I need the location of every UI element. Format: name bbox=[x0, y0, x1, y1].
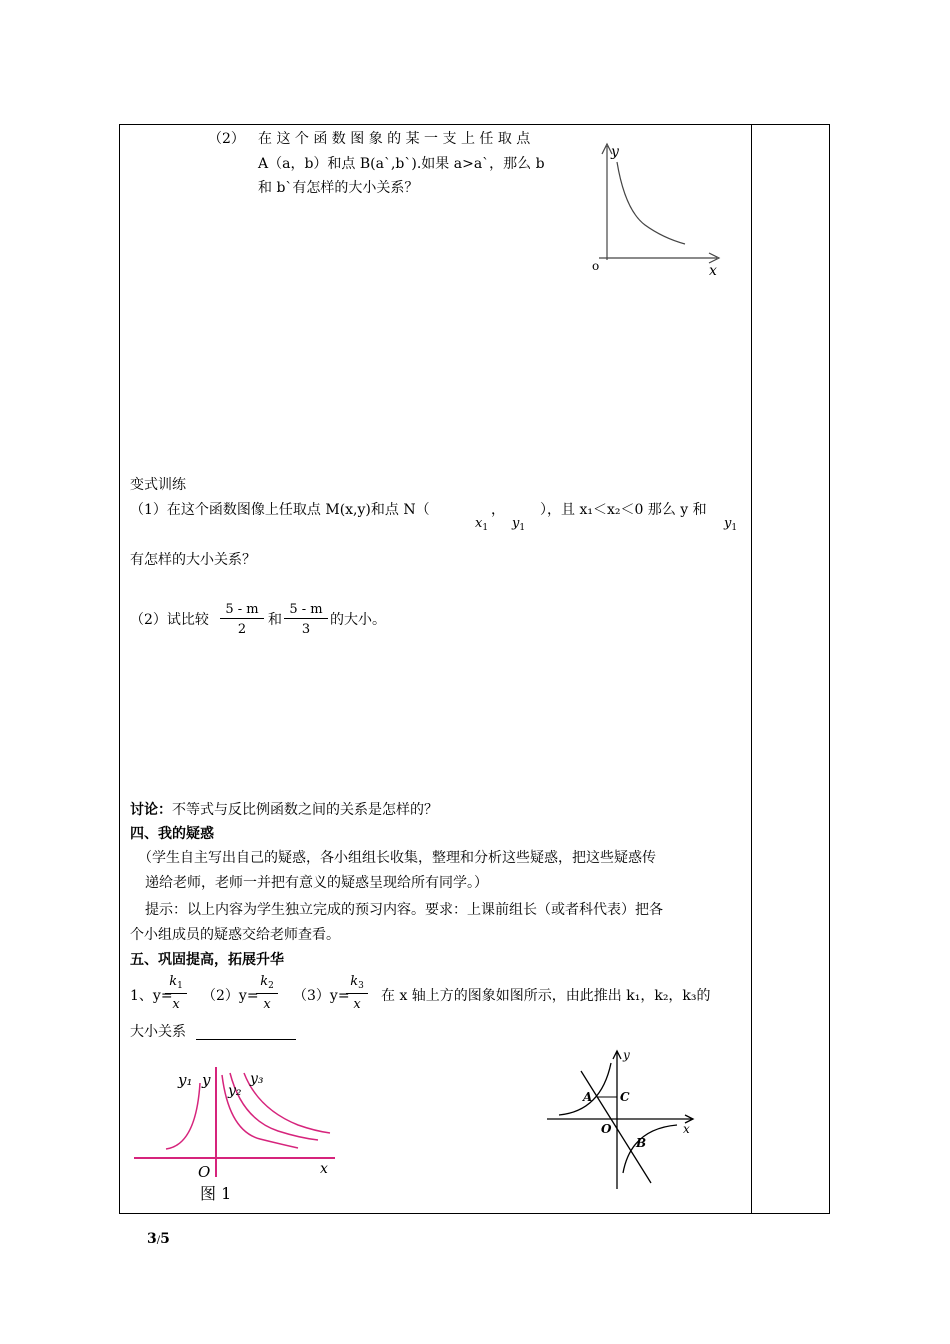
discussion-label: 讨论： bbox=[130, 802, 172, 818]
graph3-x-label: x bbox=[683, 1122, 690, 1136]
graph3-point-b: B bbox=[636, 1136, 647, 1150]
page-number: 3/5 bbox=[147, 1231, 170, 1247]
graph2-label-y2: y₂ bbox=[228, 1083, 242, 1099]
graph3-point-a: A bbox=[583, 1090, 593, 1104]
variant-x1: $x_1$ bbox=[475, 516, 489, 533]
variant-y1: $y_1$ bbox=[512, 516, 526, 533]
discussion-line bbox=[130, 803, 438, 817]
section5-item1-prefix: 1、y= bbox=[130, 988, 173, 1004]
variant-q1-comma: ， bbox=[491, 502, 505, 518]
graph-three-hyperbolas bbox=[130, 1065, 345, 1205]
variant-title: 变式训练 bbox=[130, 477, 186, 493]
section4-p1-line1: （学生自主写出自己的疑惑，各小组组长收集，整理和分析这些疑惑，把这些疑惑传 bbox=[138, 850, 656, 866]
section4-title: 四、我的疑惑 bbox=[130, 826, 214, 842]
variant-q2-mid: 和 bbox=[268, 612, 282, 628]
section4-p1-line2: 递给老师，老师一并把有意义的疑惑呈现给所有同学。） bbox=[145, 875, 488, 891]
fraction-k1-over-x: $\frac{k_1}{x}$ bbox=[165, 975, 187, 1011]
variant-q2-prefix: （2）试比较 bbox=[130, 612, 209, 628]
graph2-label-y: y bbox=[202, 1071, 211, 1089]
variant-y1-end: $y_1$ bbox=[724, 516, 738, 533]
column-divider bbox=[751, 124, 752, 1214]
answer-blank bbox=[196, 1039, 296, 1040]
graph3-origin: O bbox=[601, 1122, 612, 1136]
q2-line2: A（a，b）和点 B(a`,b`).如果 a>a`，那么 b bbox=[258, 156, 545, 172]
variant-q1-part-b: ），且 x₁＜x₂＜0 那么 y 和 bbox=[540, 502, 707, 518]
graph2-origin: O bbox=[198, 1163, 211, 1181]
section4-p2-line2: 个小组成员的疑惑交给老师查看。 bbox=[130, 927, 340, 943]
fraction-k3-over-x: $\frac{k_3}{x}$ bbox=[346, 975, 368, 1011]
graph3-y-label: y bbox=[623, 1048, 630, 1062]
variant-q2-suffix: 的大小。 bbox=[330, 612, 386, 628]
graph2-label-y1: y₁ bbox=[178, 1071, 193, 1089]
graph2-caption: 图 1 bbox=[200, 1184, 232, 1203]
section5-item-text: 在 x 轴上方的图象如图所示，由此推出 k₁，k₂，k₃的 bbox=[381, 988, 711, 1004]
q2-line1: 在 这 个 函 数 图 象 的 某 一 支 上 任 取 点 bbox=[258, 131, 531, 147]
section4-p2-line1: 提示：以上内容为学生独立完成的预习内容。要求：上课前组长（或者科代表）把各 bbox=[145, 902, 663, 918]
graph1-x-label: x bbox=[709, 263, 717, 279]
fraction-5-m-over-2: $\frac{5 - m}{2}$ bbox=[220, 603, 264, 636]
graph2-x-label: x bbox=[320, 1161, 328, 1177]
section5-title: 五、巩固提高，拓展升华 bbox=[130, 952, 284, 968]
fraction-5-m-over-3: $\frac{5 - m}{3}$ bbox=[284, 603, 328, 636]
variant-q1-line2: 有怎样的大小关系？ bbox=[130, 552, 256, 568]
section5-item2-prefix: （2）y= bbox=[202, 988, 259, 1004]
graph1-y-label: y bbox=[611, 144, 619, 160]
graph1-origin-label: o bbox=[592, 259, 600, 273]
variant-q1-part-a: （1）在这个函数图像上任取点 M(x,y)和点 N（ bbox=[130, 502, 430, 518]
discussion-text: 不等式与反比例函数之间的关系是怎样的？ bbox=[172, 802, 438, 818]
content-frame bbox=[119, 124, 830, 1214]
section5-line2: 大小关系 bbox=[130, 1024, 186, 1040]
graph-hyperbola-quadrant1 bbox=[585, 138, 730, 283]
q2-line3: 和 b`有怎样的大小关系？ bbox=[258, 180, 419, 196]
graph2-label-y3: y₃ bbox=[250, 1071, 264, 1087]
fraction-k2-over-x: $\frac{k_2}{x}$ bbox=[256, 975, 278, 1011]
section5-item3-prefix: （3）y= bbox=[293, 988, 350, 1004]
graph-line-hyperbola bbox=[545, 1045, 705, 1193]
graph3-point-c: C bbox=[620, 1090, 630, 1104]
q2-label: （2） bbox=[208, 131, 245, 147]
